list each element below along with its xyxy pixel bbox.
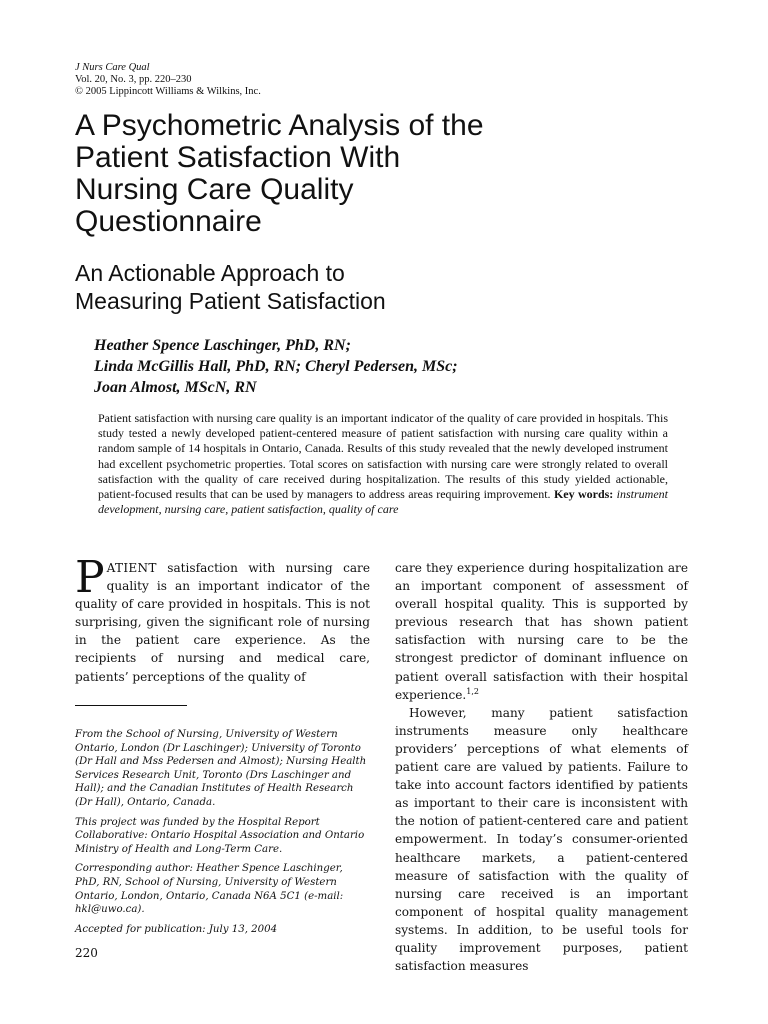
body-paragraph: However, many patient satisfaction instruments measure only healthcare providers’ perceptions of what elements of patient care are valued by patients. Failure to take into account factors identified by patients as important to their care is inconsistent with the notion of patient-centered care and patient empowerment. In today’s consumer-oriented healthcare markets, a patient-centered measure of satisfaction with the quality of nursing care received is an important component of hospital quality management systems. In addition, to be useful tools for quality improvement purposes, patient satisfaction measures: [395, 705, 688, 974]
author-line: Linda McGillis Hall, PhD, RN; Cheryl Pedersen, MSc;: [94, 358, 458, 375]
abstract: [98, 411, 668, 517]
footnote-correspondence: Corresponding author: Heather Spence Laschinger, PhD, RN, School of Nursing, University of Western Ontario, London, Ontario, Canada N6A 5C1 (e-mail: hkl@uwo.ca).: [75, 863, 344, 916]
footnote-accepted: Accepted for publication: July 13, 2004: [75, 923, 278, 935]
footnote-funding: This project was funded by the Hospital Report Collaborative: Ontario Hospital Association and Ontario Ministry of Health and Long-Term Care.: [75, 816, 365, 855]
keywords: instrument development, nursing care, patient satisfaction, quality of care: [98, 487, 669, 517]
body-column-right: [395, 559, 688, 975]
body-paragraph: [395, 559, 688, 704]
lead-caps: ATIENT: [106, 561, 157, 575]
page-number: 220: [75, 946, 98, 960]
footnotes: [75, 728, 367, 942]
journal-volume: Vol. 20, No. 3, pp. 220–230: [75, 74, 192, 85]
journal-copyright: © 2005 Lippincott Williams & Wilkins, Inc.: [75, 86, 261, 97]
title-line: Nursing Care Quality: [75, 173, 354, 206]
drop-cap: P: [75, 552, 105, 603]
author-list: [94, 335, 714, 398]
article-subtitle: [75, 259, 715, 315]
author-line: Joan Almost, MScN, RN: [94, 379, 257, 396]
body-text: satisfaction with nursing care quality is an important indicator of the quality of care provided in hospitals. This is not surprising, given the significant role of nursing in the patient care experience. As the recipients of nursing and medical care, patients’ perceptions of the quality of: [75, 561, 370, 684]
subtitle-line: Measuring Patient Satisfaction: [75, 288, 386, 314]
keywords-label: Key words:: [553, 487, 614, 502]
body-column-left: [75, 552, 370, 686]
citation-ref: 1,2: [466, 686, 479, 696]
title-line: Questionnaire: [75, 205, 262, 238]
author-line: Heather Spence Laschinger, PhD, RN;: [94, 337, 351, 354]
body-paragraph: [75, 552, 370, 686]
subtitle-line: An Actionable Approach to: [75, 260, 345, 286]
footnote-rule: [75, 705, 187, 706]
journal-name: J Nurs Care Qual: [75, 62, 150, 73]
title-line: Patient Satisfaction With: [75, 141, 401, 174]
title-line: A Psychometric Analysis of the: [75, 109, 484, 142]
body-text: care they experience during hospitalization are an important component of assessment of overall hospital quality. This is supported by previous research that has shown patient satisfaction with nursing care to be the strongest predictor of dominant influence on patient overall satisfaction with their hospital experience.: [395, 561, 688, 702]
abstract-text: Patient satisfaction with nursing care quality is an important indicator of the quality of care provided in hospitals. This study tested a newly developed patient-centered measure of patient satisfaction with nursing care quality within a random sample of 14 hospitals in Ontario, Canada. Results of this study revealed that the newly developed instrument had excellent psychometric properties. Total scores on satisfaction with nursing care were strongly related to overall satisfaction with the quality of care received during hospitalization. The results of this study yielded actionable, patient-focused results that can be used by managers to address areas requiring improvement.: [98, 411, 668, 502]
footnote-affiliations: From the School of Nursing, University of Western Ontario, London (Dr Laschinger); University of Toronto (Dr Hall and Mss Pedersen and Almost); Nursing Health Services Research Unit, Toronto (Drs Laschinger and Hall); and the Canadian Institutes of Health Research (Dr Hall), Ontario, Canada.: [75, 729, 367, 808]
journal-citation: [75, 62, 261, 98]
article-title: [75, 110, 715, 238]
